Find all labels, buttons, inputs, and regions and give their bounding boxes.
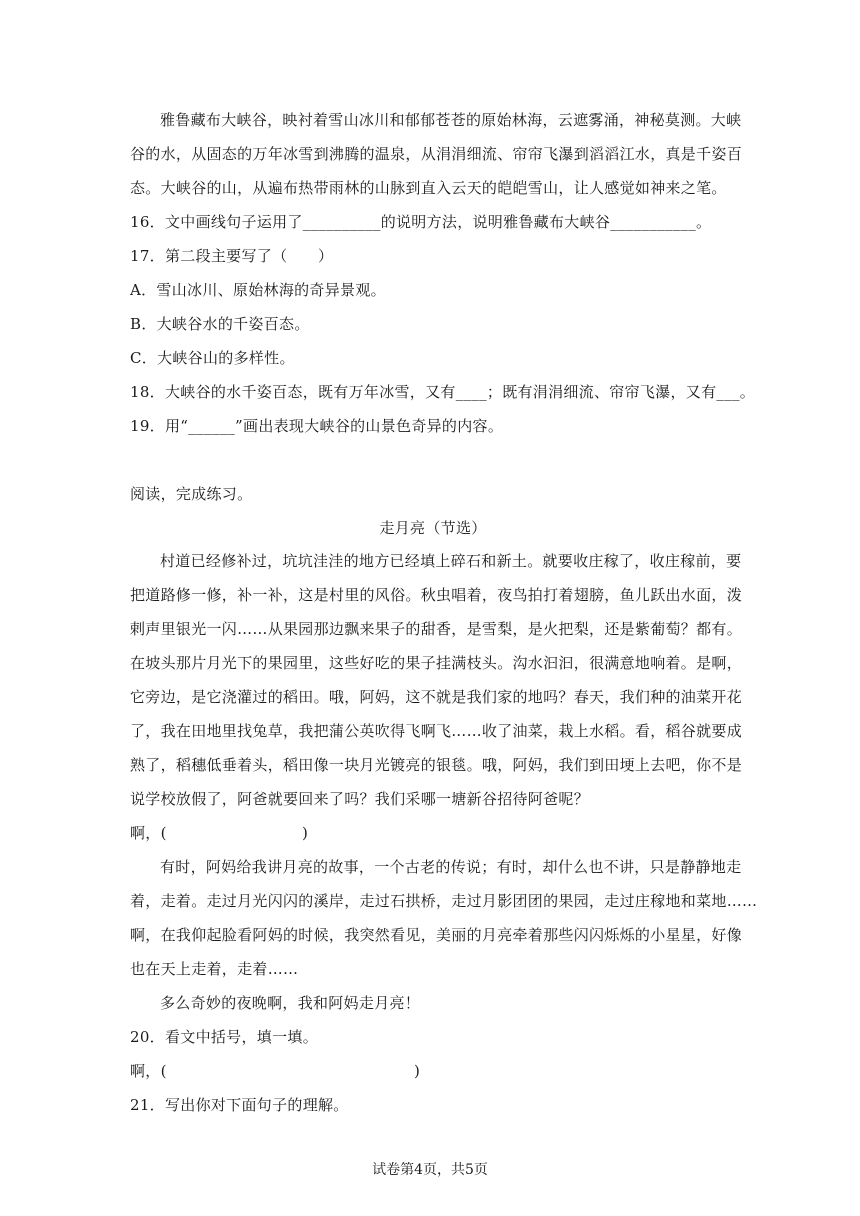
passage2-line: 村道已经修补过，坑坑洼洼的地方已经填上碎石和新土。就要收庄稼了，收庄稼前，要 — [160, 552, 742, 570]
blank-2-open: 啊，( — [130, 1062, 167, 1080]
question-20: 20．看文中括号，填一填。 — [130, 1028, 318, 1046]
passage2-line: 剌声里银光一闪……从果园那边飘来果子的甜香，是雪梨，是火把梨，还是紫葡萄？都有。 — [130, 620, 743, 638]
passage2-line: 它旁边，是它浇灌过的稻田。哦，阿妈，这不就是我们家的地吗？春天，我们种的油菜开花 — [130, 688, 743, 706]
passage1-line: 谷的水，从固态的万年冰雪到沸腾的温泉，从涓涓细流、帘帘飞瀑到滔滔江水，真是千姿百 — [130, 145, 743, 163]
question-17: 17．第二段主要写了（ ） — [130, 247, 334, 265]
option-b: B．大峡谷水的千姿百态。 — [130, 315, 310, 333]
passage2-line: 了，我在田地里找兔草，我把蒲公英吹得飞啊飞……收了油菜，栽上水稻。看，稻谷就要成 — [130, 722, 743, 740]
option-c: C．大峡谷山的多样性。 — [130, 349, 295, 367]
blank-1-open: 啊，( — [130, 824, 167, 842]
blank-1-close: ) — [302, 824, 309, 842]
question-21: 21．写出你对下面句子的理解。 — [130, 1096, 349, 1114]
passage2-line: 啊，在我仰起脸看阿妈的时候，我突然看见，美丽的月亮牵着那些闪闪烁烁的小星星，好像 — [130, 926, 743, 944]
passage2-line: 熟了，稻穗低垂着头，稻田像一块月光镀亮的银毯。哦，阿妈，我们到田埂上去吧，你不是 — [130, 756, 743, 774]
passage2-line: 把道路修一修，补一补，这是村里的风俗。秋虫唱着，夜鸟拍打着翅膀，鱼儿跃出水面，泼 — [130, 586, 743, 604]
passage2-line: 着，走着。走过月光闪闪的溪岸，走过石拱桥，走过月影团团的果园，走过庄稼地和菜地…… — [130, 892, 758, 910]
passage2-line: 也在天上走着，走着…… — [130, 960, 299, 978]
passage2-line: 说学校放假了，阿爸就要回来了吗？我们采哪一塘新谷招待阿爸呢？ — [130, 790, 590, 808]
blank-2-close: ) — [414, 1062, 421, 1080]
passage2-line: 在坡头那片月光下的果园里，这些好吃的果子挂满枝头。沟水汩汩，很满意地响着。是啊， — [130, 654, 743, 672]
reading-instruction: 阅读，完成练习。 — [130, 485, 253, 503]
passage-title: 走月亮（节选） — [379, 519, 487, 537]
question-18: 18．大峡谷的水千姿百态，既有万年冰雪，又有____；既有涓涓细流、帘帘飞瀑，又有___。 — [130, 383, 756, 401]
question-16: 16．文中画线句子运用了__________的说明方法，说明雅鲁藏布大峡谷___________。 — [130, 213, 712, 231]
passage1-line: 雅鲁藏布大峡谷，映衬着雪山冰川和郁郁苍苍的原始林海，云遮雾涌，神秘莫测。大峡 — [160, 111, 742, 129]
question-19: 19．用“______”画出表现大峡谷的山景色奇异的内容。 — [130, 417, 504, 435]
page-footer: 试卷第4页，共5页 — [372, 1162, 488, 1178]
passage2-closing: 多么奇妙的夜晚啊，我和阿妈走月亮！ — [160, 994, 421, 1012]
passage1-line: 态。大峡谷的山，从遍布热带雨林的山脉到直入云天的皑皑雪山，让人感觉如神来之笔。 — [130, 179, 727, 197]
option-a: A．雪山冰川、原始林海的奇异景观。 — [130, 281, 386, 299]
passage2-line: 有时，阿妈给我讲月亮的故事，一个古老的传说；有时，却什么也不讲，只是静静地走 — [160, 858, 742, 876]
